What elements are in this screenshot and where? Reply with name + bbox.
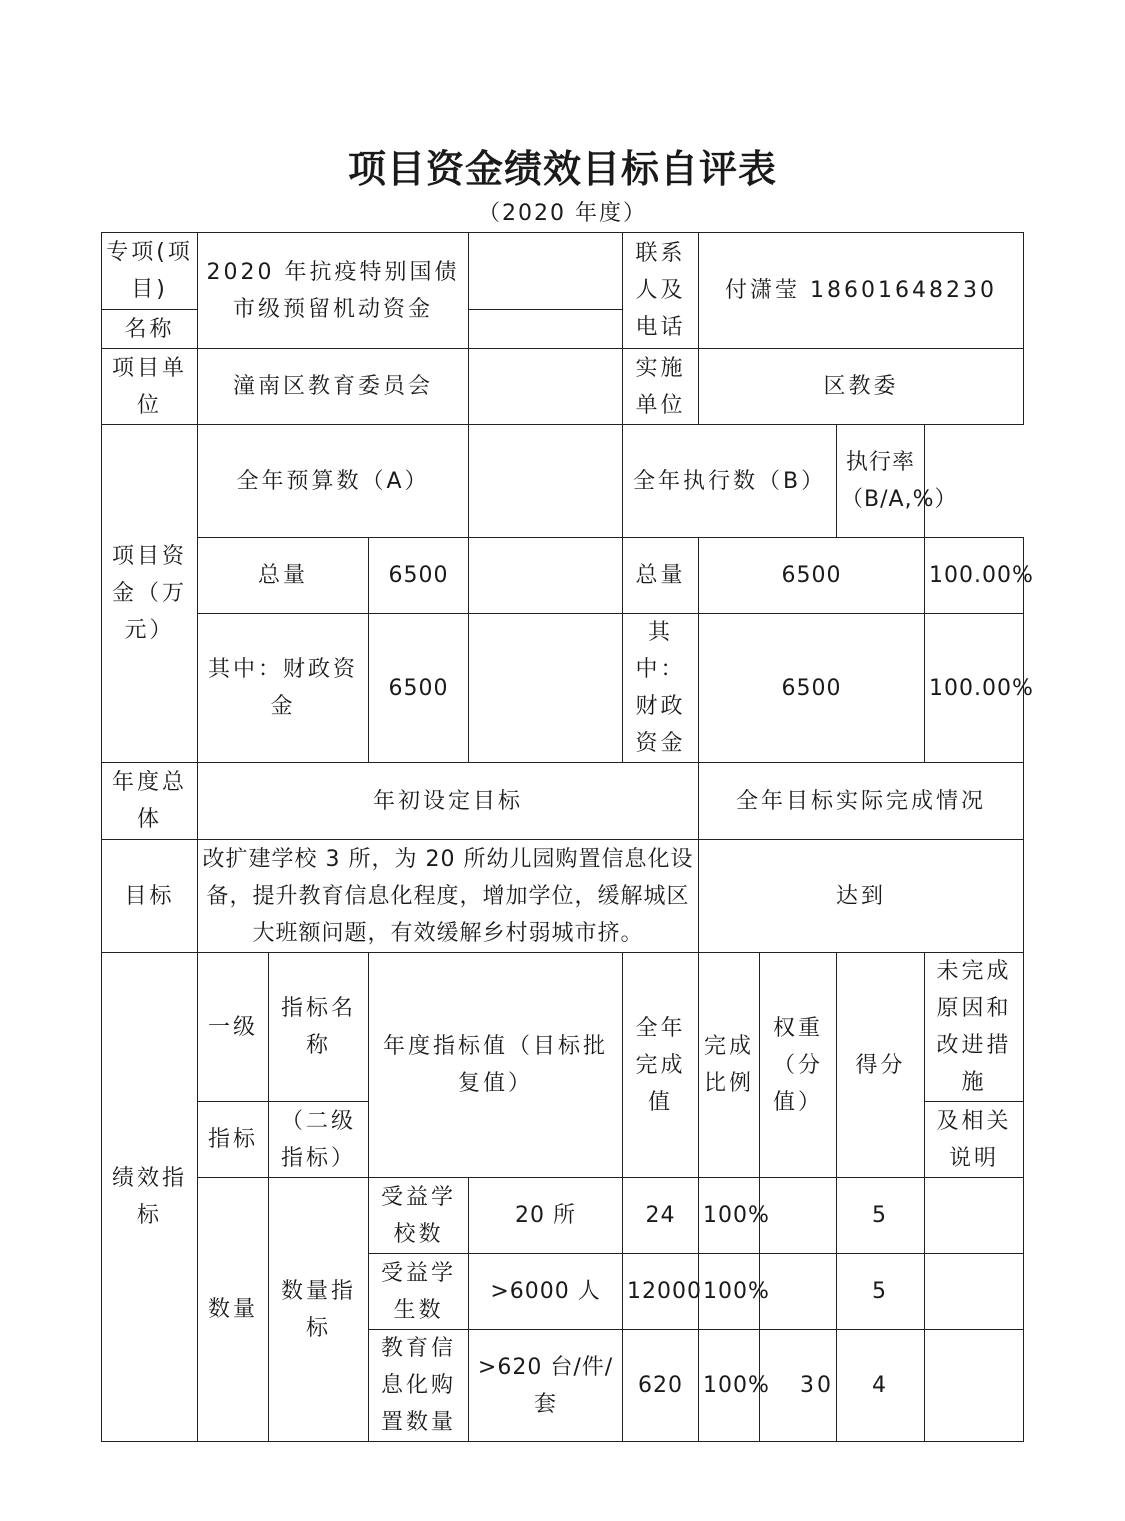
impl-unit-value: 区教委 [699,349,1024,425]
empty-cell [469,310,623,349]
group-level1: 数量 [198,1178,269,1442]
row-score: 5 [837,1254,925,1330]
total-budget: 6500 [369,538,469,614]
row-name: 受益学生数 [369,1254,469,1330]
impl-unit-label: 实施单位 [623,349,699,425]
row-name: 受益学校数 [369,1178,469,1254]
row-note [925,1178,1024,1254]
row-target: >620 台/件/套 [469,1330,623,1442]
empty-cell [469,425,623,538]
col-level1: 一级 [198,953,269,1102]
group-level2: 数量指标 [269,1178,369,1442]
row-note [925,1330,1024,1442]
row-actual: 12000 [623,1254,699,1330]
total-exec: 6500 [699,538,925,614]
row-weight [760,1254,837,1330]
row-score: 4 [837,1330,925,1442]
set-goal-header: 年初设定目标 [198,763,699,840]
col-weight: 权重（分值） [760,953,837,1178]
row-target: >6000 人 [469,1254,623,1330]
project-unit-value: 潼南区教育委员会 [198,349,469,425]
total-label: 总量 [198,538,369,614]
funds-label: 项目资金（万元） [102,425,198,763]
contact-label: 联系人及电话 [623,233,699,349]
exec-header: 全年执行数（B） [623,425,837,538]
goals-label-2: 目标 [102,840,198,953]
row-note [925,1254,1024,1330]
project-name-value: 2020 年抗疫特别国债市级预留机动资金 [198,233,469,349]
fiscal-rate: 100.00% [925,614,1024,763]
col-level1-2: 指标 [198,1102,269,1178]
fiscal-exec: 6500 [699,614,925,763]
page-title: 项目资金绩效目标自评表 [347,147,777,191]
row-score: 5 [837,1178,925,1254]
actual-goal-header: 全年目标实际完成情况 [699,763,1024,840]
fiscal-label: 其中：财政资金 [198,614,369,763]
row-actual: 24 [623,1178,699,1254]
budget-header: 全年预算数（A） [198,425,469,538]
row-actual: 620 [623,1330,699,1442]
row-target: 20 所 [469,1178,623,1254]
project-name-label: 专项(项目) [102,233,198,310]
total-rate: 100.00% [925,538,1024,614]
col-name: 指标名称 [269,953,369,1102]
row-ratio: 100% [699,1178,760,1254]
fiscal-budget: 6500 [369,614,469,763]
row-ratio: 100% [699,1330,760,1442]
row-weight [760,1178,837,1254]
col-target: 年度指标值（目标批复值） [369,953,623,1178]
empty-cell [469,349,623,425]
col-reason-2: 及相关说明 [925,1102,1024,1178]
set-goal-value: 改扩建学校 3 所，为 20 所幼儿园购置信息化设备，提升教育信息化程度，增加学位，缓解城区大班额问题，有效缓解乡村弱城市挤。 [198,840,699,953]
group-weight: 30 [760,1330,837,1442]
col-ratio: 完成比例 [699,953,760,1178]
contact-value: 付潇莹 18601648230 [699,233,1024,349]
year-subtitle: （2020 年度） [478,201,647,226]
rate-header: 执行率（B/A,%） [837,425,925,538]
actual-goal-value: 达到 [699,840,1024,953]
goals-label: 年度总体 [102,763,198,840]
indicators-label: 绩效指标 [102,953,198,1442]
project-name-label-2: 名称 [102,310,198,349]
row-ratio: 100% [699,1254,760,1330]
col-score: 得分 [837,953,925,1178]
empty-cell [469,538,623,614]
row-name: 教育信息化购置数量 [369,1330,469,1442]
fiscal-exec-label: 其中：财政资金 [623,614,699,763]
self-evaluation-table [101,232,1034,1442]
col-reason: 未完成原因和改进措施 [925,953,1024,1102]
empty-cell [469,233,623,310]
col-name-2: （二级指标） [269,1102,369,1178]
total-exec-label: 总量 [623,538,699,614]
empty-cell [469,614,623,763]
col-actual: 全年完成值 [623,953,699,1178]
project-unit-label: 项目单位 [102,349,198,425]
